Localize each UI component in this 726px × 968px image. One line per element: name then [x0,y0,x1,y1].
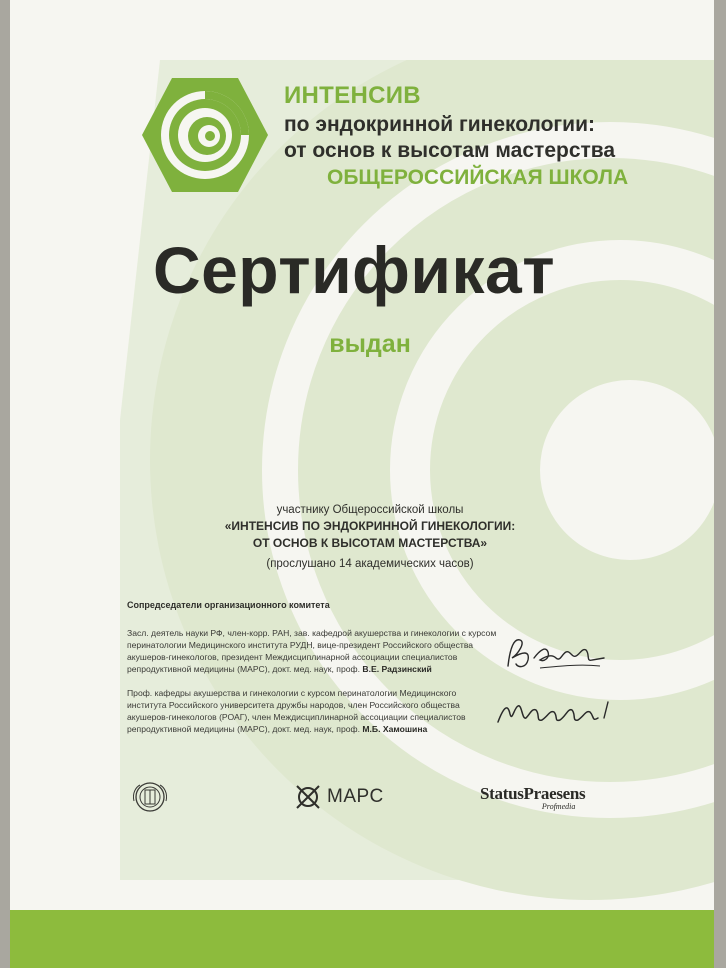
event-header [284,84,628,188]
status-praesens-text: StatusPraesens [480,784,586,803]
issued-label: выдан [329,330,411,358]
certificate-sheet [10,0,714,968]
status-praesens-logo [480,784,585,811]
mars-logo-text: МАРС [327,786,384,807]
mars-emblem-icon [295,784,321,810]
profmedia-text: Profmedia [541,802,576,811]
hours-line: (прослушано 14 академических часов) [266,558,474,570]
member-1-name: В.Е. Радзинский [362,663,432,674]
bottom-green-strip [10,910,714,968]
header-line-2: по эндокринной гинекологии: [284,113,595,136]
header-line-3: от основ к высотам мастерства [284,139,616,162]
course-line-2: ОТ ОСНОВ К ВЫСОТАМ МАСТЕРСТВА» [252,536,488,551]
signature-radzinsky [500,628,610,678]
participant-line: участнику Общероссийской школы [276,504,464,516]
header-line-4: ОБЩЕРОССИЙСКАЯ ШКОЛА [327,166,629,189]
university-emblem-icon [130,779,170,815]
member-2-description: Проф. кафедры акушерства и гинекологии с курсом перинатологии Медицинского института Российского университета дружбы народов, член Российского общества акушеров-гинекологов (РОАГ), член Междисциплинарной ассоциации специалистов репродуктивной медицины (МАРС), докт. мед. наук, проф. [127,688,466,734]
committee-member-1 [127,628,497,675]
member-1-description: Засл. деятель науки РФ, член-корр. РАН, зав. кафедрой акушерства и гинекологии с курсом перинатологии Медицинского института РУДН, вице-президент Российского общества акушеров-гинекологов, президент Междисциплинарной ассоциации специалистов репродуктивной медицины (МАРС), докт. мед. наук, проф. [127,628,497,674]
committee-member-2 [127,688,497,735]
signature-hamoshina [492,692,622,734]
course-line-1: «ИНТЕНСИВ ПО ЭНДОКРИННОЙ ГИНЕКОЛОГИИ: [224,519,516,533]
mars-logo [295,784,384,810]
school-logo-icon [140,76,270,194]
header-line-1: ИНТЕНСИВ [284,82,421,109]
member-2-name: М.Б. Хамошина [362,723,428,734]
certificate-title: Сертификат [152,233,556,307]
course-name [220,518,520,553]
committee-heading: Сопредседатели организационного комитета [127,600,330,610]
